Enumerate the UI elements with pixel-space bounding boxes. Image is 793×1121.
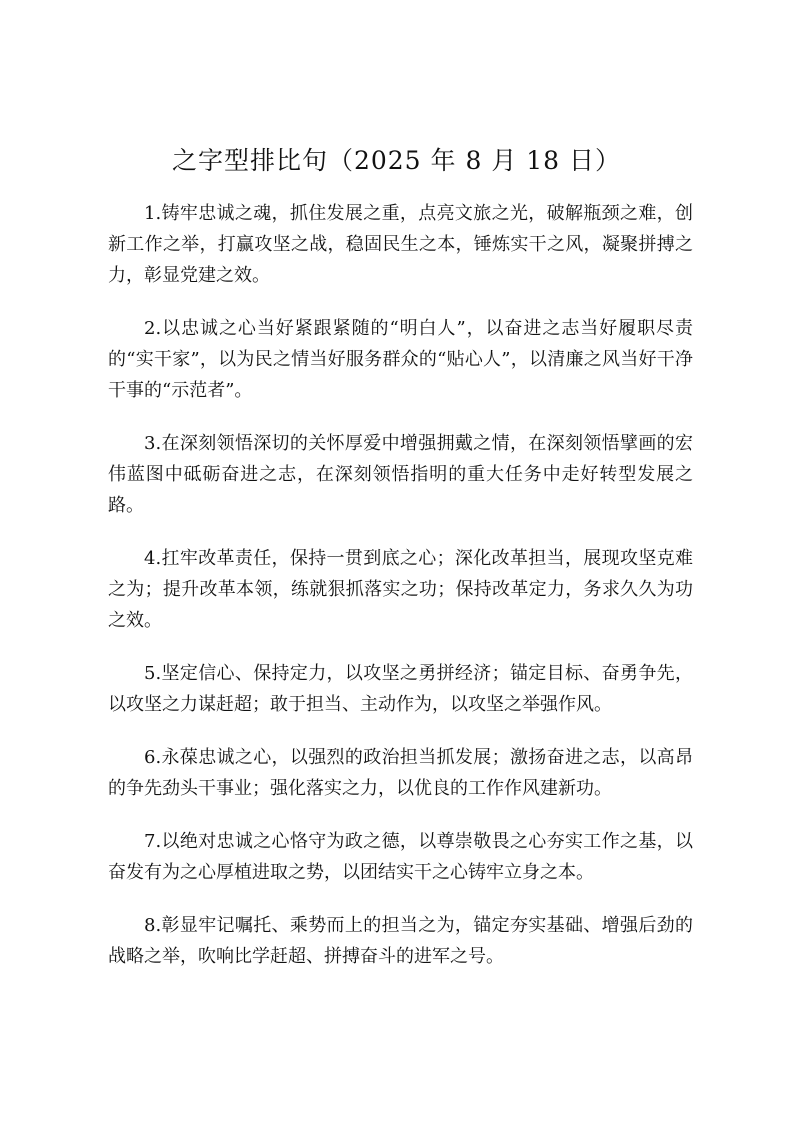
document-title: 之字型排比句（2025 年 8 月 18 日）: [171, 146, 622, 175]
paragraph-2: 2.以忠诚之心当好紧跟紧随的“明白人”，以奋进之志当好履职尽责的“实干家”，以为民之情当好服务群众的“贴心人”，以清廉之风当好干净干事的“示范者”。: [108, 318, 693, 401]
paragraph-8: 8.彰显牢记嘱托、乘势而上的担当之为，锚定夯实基础、增强后劲的战略之举，吹响比学赶超、拼搏奋斗的进军之号。: [108, 915, 693, 967]
document-body: [108, 198, 693, 994]
paragraph-6: 6.永葆忠诚之心，以强烈的政治担当抓发展；激扬奋进之志，以高昂的争先劲头干事业；强化落实之力，以优良的工作作风建新功。: [108, 747, 693, 799]
paragraph-4: 4.扛牢改革责任，保持一贯到底之心；深化改革担当，展现攻坚克难之为；提升改革本领，练就狠抓落实之功；保持改革定力，务求久久为功之效。: [108, 548, 693, 631]
paragraph-3: 3.在深刻领悟深切的关怀厚爱中增强拥戴之情，在深刻领悟擘画的宏伟蓝图中砥砺奋进之志，在深刻领悟指明的重大任务中走好转型发展之路。: [108, 433, 693, 516]
paragraph-5: 5.坚定信心、保持定力，以攻坚之勇拼经济；锚定目标、奋勇争先，以攻坚之力谋赶超；敢于担当、主动作为，以攻坚之举强作风。: [108, 663, 693, 715]
paragraph-7: 7.以绝对忠诚之心恪守为政之德，以尊崇敬畏之心夯实工作之基，以奋发有为之心厚植进取之势，以团结实干之心铸牢立身之本。: [108, 831, 693, 883]
paragraph-1: 1.铸牢忠诚之魂，抓住发展之重，点亮文旅之光，破解瓶颈之难，创新工作之举，打赢攻坚之战，稳固民生之本，锤炼实干之风，凝聚拼搏之力，彰显党建之效。: [108, 203, 693, 286]
